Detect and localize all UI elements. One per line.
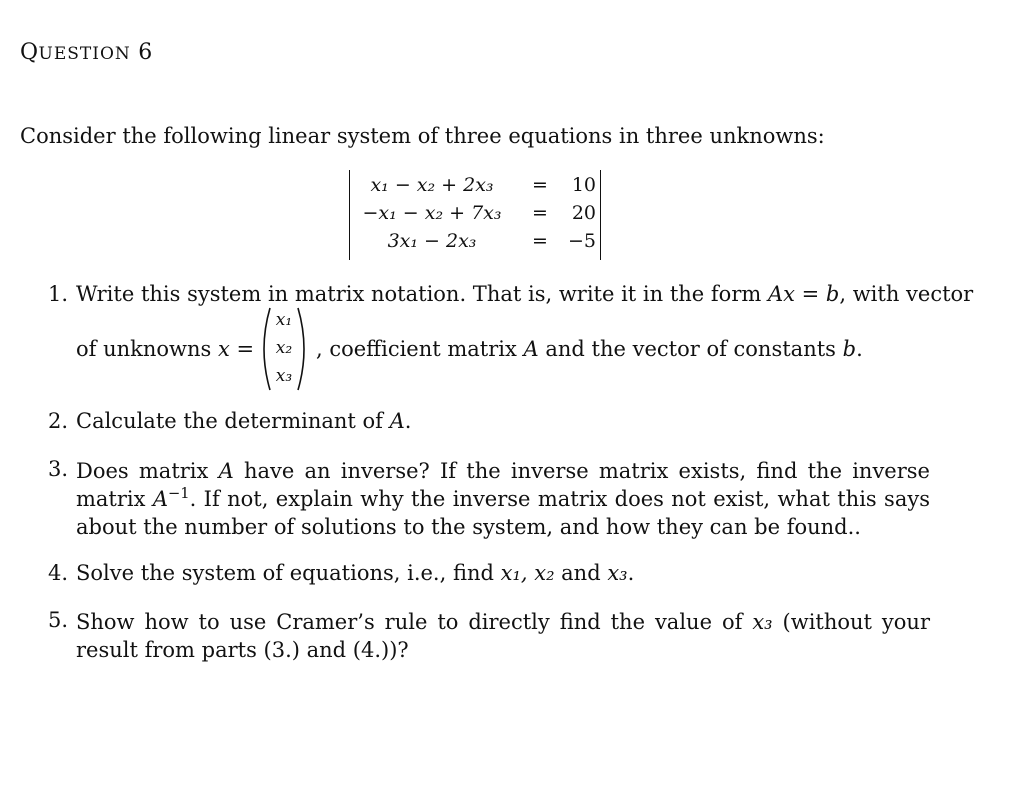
equation-row <box>350 174 600 202</box>
equation-rhs: 20 <box>571 202 596 224</box>
unknowns-vector <box>256 306 312 392</box>
question-heading: QUESTION 6 <box>20 40 153 65</box>
item-5-text: Show how to use Cramer’s rule to directly find the value of x₃ (without your result from parts (3.) and (4.))? <box>76 610 930 662</box>
item-number: 1. <box>48 282 69 306</box>
item-1-line-1: Write this system in matrix notation. That is, write it in the form Ax = b, with vector <box>76 282 974 306</box>
equation-lhs: 3x₁ − 2x₃ <box>387 230 477 252</box>
item-number: 3. <box>48 457 69 481</box>
equation-lhs: x₁ − x₂ + 2x₃ <box>370 174 494 196</box>
item-number: 2. <box>48 409 69 433</box>
item-number: 4. <box>48 561 69 585</box>
item-3-text: Does matrix A have an inverse? If the inverse matrix exists, find the inverse matrix $A^{-1}$. If not, explain why the inverse matrix does not exist, what this says about the number of solutions to the system, and how they can be found.. <box>76 459 930 539</box>
intro-text: Consider the following linear system of three equations in three unknowns: <box>20 124 825 148</box>
vector-entry: x₁ <box>275 310 293 330</box>
vector-entry: x₃ <box>275 366 293 386</box>
item-number: 5. <box>48 608 69 632</box>
item-2-text: Calculate the determinant of A. <box>76 409 412 433</box>
vector-entry: x₂ <box>275 338 293 358</box>
equation-rel: = <box>532 202 548 224</box>
item-1-line-2: of unknowns x = <box>76 337 255 361</box>
equation-rhs: −5 <box>567 230 596 252</box>
equation-rhs: 10 <box>571 174 596 196</box>
equation-system <box>349 170 601 260</box>
equation-rel: = <box>532 174 548 196</box>
item-4-text: Solve the system of equations, i.e., find x₁, x₂ and x₃. <box>76 561 635 585</box>
equation-rel: = <box>532 230 548 252</box>
equation-row <box>350 230 600 258</box>
item-1-line-2-rest: , coefficient matrix A and the vector of constants b. <box>316 337 863 361</box>
equation-row <box>350 202 600 230</box>
equation-lhs: −x₁ − x₂ + 7x₃ <box>362 202 502 224</box>
